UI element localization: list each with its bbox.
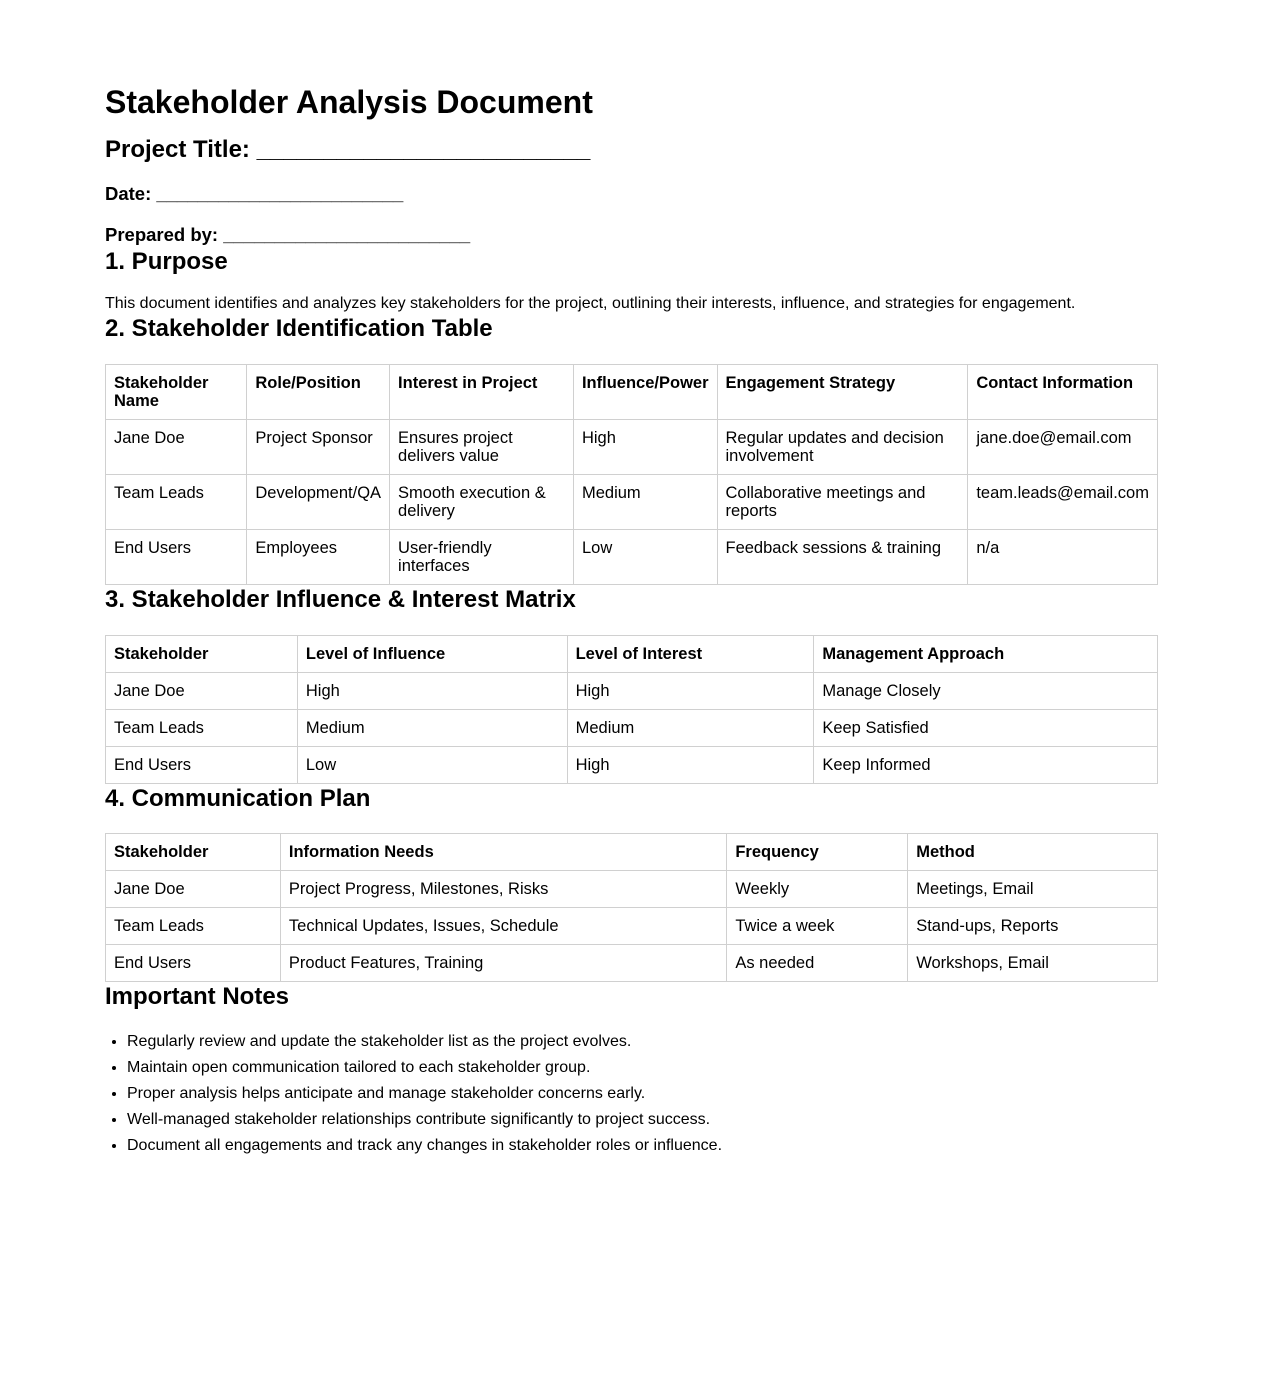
- table-cell: Workshops, Email: [908, 945, 1158, 982]
- table-cell: Stand-ups, Reports: [908, 908, 1158, 945]
- table-header-row: [106, 636, 1158, 673]
- list-item: • Maintain open communication tailored to each stakeholder group.: [127, 1055, 1158, 1081]
- table-row: [106, 710, 1158, 747]
- table-row: [106, 908, 1158, 945]
- table-cell: End Users: [106, 945, 281, 982]
- table-cell: Collaborative meetings and reports: [717, 475, 968, 530]
- table-cell: High: [567, 747, 814, 784]
- table-row: [106, 475, 1158, 530]
- table-cell: High: [297, 673, 567, 710]
- table-row: [106, 747, 1158, 784]
- stakeholder-identification-table: [105, 364, 1158, 585]
- list-item: • Proper analysis helps anticipate and manage stakeholder concerns early.: [127, 1081, 1158, 1107]
- column-header: Stakeholder Name: [106, 365, 247, 420]
- table-cell: n/a: [968, 530, 1158, 585]
- table-row: [106, 871, 1158, 908]
- table-cell: Medium: [567, 710, 814, 747]
- column-header: Method: [908, 834, 1158, 871]
- column-header: Stakeholder: [106, 834, 281, 871]
- column-header: Level of Interest: [567, 636, 814, 673]
- table-cell: Smooth execution & delivery: [390, 475, 574, 530]
- document-title: Stakeholder Analysis Document: [105, 84, 593, 120]
- table-cell: Low: [573, 530, 717, 585]
- date-field: Date: ________________________: [105, 183, 404, 204]
- table-cell: Technical Updates, Issues, Schedule: [280, 908, 726, 945]
- table-cell: Keep Informed: [814, 747, 1158, 784]
- column-header: Management Approach: [814, 636, 1158, 673]
- table-cell: Employees: [247, 530, 390, 585]
- table-row: [106, 420, 1158, 475]
- column-header: Information Needs: [280, 834, 726, 871]
- column-header: Contact Information: [968, 365, 1158, 420]
- table-cell: Jane Doe: [106, 673, 298, 710]
- table-cell: End Users: [106, 530, 247, 585]
- list-item: • Well-managed stakeholder relationships contribute significantly to project success.: [127, 1107, 1158, 1133]
- table-cell: High: [567, 673, 814, 710]
- table-cell: Feedback sessions & training: [717, 530, 968, 585]
- communication-plan-table: [105, 833, 1158, 982]
- purpose-heading: 1. Purpose: [105, 248, 228, 275]
- table-cell: High: [573, 420, 717, 475]
- column-header: Role/Position: [247, 365, 390, 420]
- column-header: Interest in Project: [390, 365, 574, 420]
- matrix-heading: 3. Stakeholder Influence & Interest Matrix: [105, 586, 576, 613]
- column-header: Engagement Strategy: [717, 365, 968, 420]
- purpose-text: This document identifies and analyzes key stakeholders for the project, outlining their interests, influence, and strategies for engagement.: [105, 295, 1076, 312]
- table-row: [106, 945, 1158, 982]
- table-cell: Team Leads: [106, 908, 281, 945]
- table-header-row: [106, 365, 1158, 420]
- list-item: • Regularly review and update the stakeholder list as the project evolves.: [127, 1029, 1158, 1055]
- influence-interest-matrix-table: [105, 635, 1158, 784]
- table-cell: Team Leads: [106, 475, 247, 530]
- table-cell: Manage Closely: [814, 673, 1158, 710]
- communication-heading: 4. Communication Plan: [105, 785, 371, 812]
- table-cell: Jane Doe: [106, 420, 247, 475]
- table-cell: Regular updates and decision involvement: [717, 420, 968, 475]
- table-cell: Product Features, Training: [280, 945, 726, 982]
- document-page: [105, 0, 1158, 1159]
- column-header: Stakeholder: [106, 636, 298, 673]
- notes-list: [105, 1029, 1158, 1159]
- column-header: Level of Influence: [297, 636, 567, 673]
- table-cell: Medium: [297, 710, 567, 747]
- table-cell: Meetings, Email: [908, 871, 1158, 908]
- table-row: [106, 673, 1158, 710]
- table-header-row: [106, 834, 1158, 871]
- project-title-field: Project Title: _________________________: [105, 136, 591, 163]
- table-cell: Jane Doe: [106, 871, 281, 908]
- table-cell: team.leads@email.com: [968, 475, 1158, 530]
- list-item: • Document all engagements and track any changes in stakeholder roles or influence.: [127, 1133, 1158, 1159]
- table-cell: Team Leads: [106, 710, 298, 747]
- table-row: [106, 530, 1158, 585]
- table-cell: jane.doe@email.com: [968, 420, 1158, 475]
- table-cell: Weekly: [727, 871, 908, 908]
- table-cell: Development/QA: [247, 475, 390, 530]
- table-cell: Low: [297, 747, 567, 784]
- prepared-by-field: Prepared by: ________________________: [105, 224, 471, 245]
- table-cell: Project Sponsor: [247, 420, 390, 475]
- column-header: Influence/Power: [573, 365, 717, 420]
- notes-heading: Important Notes: [105, 983, 290, 1010]
- table-cell: As needed: [727, 945, 908, 982]
- table-cell: End Users: [106, 747, 298, 784]
- table-cell: Project Progress, Milestones, Risks: [280, 871, 726, 908]
- table-cell: Keep Satisfied: [814, 710, 1158, 747]
- table-cell: Medium: [573, 475, 717, 530]
- table-cell: Twice a week: [727, 908, 908, 945]
- table-cell: Ensures project delivers value: [390, 420, 574, 475]
- table-cell: User-friendly interfaces: [390, 530, 574, 585]
- column-header: Frequency: [727, 834, 908, 871]
- identification-heading: 2. Stakeholder Identification Table: [105, 315, 493, 342]
